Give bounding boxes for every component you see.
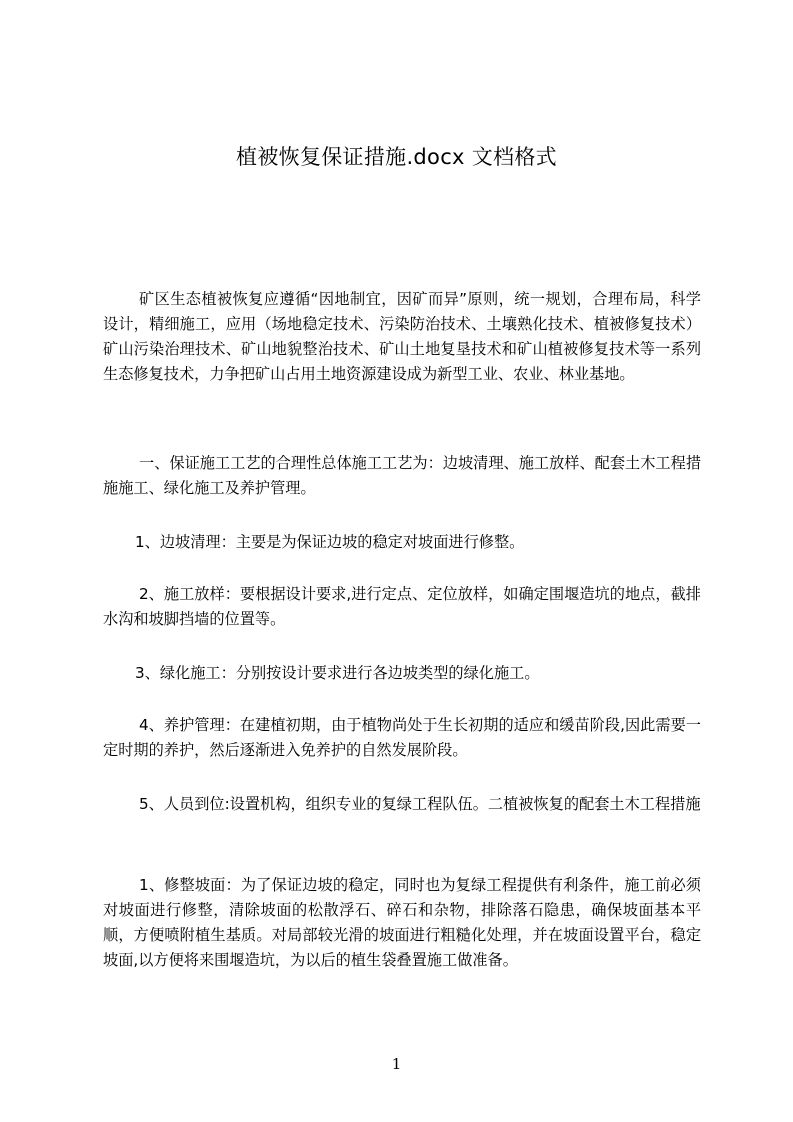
paragraph-maintenance: 4、养护管理：在建植初期，由于植物尚处于生长初期的适应和缓苗阶段,因此需要一定时期的养护，然后逐渐进入免养护的自然发展阶段。	[103, 716, 701, 759]
page-number: 1	[391, 1055, 402, 1073]
document-title: 植被恢复保证措施.docx 文档格式	[236, 145, 557, 169]
paragraph-slope-trimming: 1、修整坡面：为了保证边坡的稳定，同时也为复绿工程提供有利条件，施工前必须对坡面进行修整，清除坡面的松散浮石、碎石和杂物，排除落石隐患，确保坡面基本平顺，方便喷附植生基质。对局部较光滑的坡面进行粗糙化处理，并在坡面设置平台，稳定坡面,以方便将来围堰造坑，为以后的植生袋叠置施工做准备。	[103, 876, 701, 969]
paragraph-construction-layout: 2、施工放样：要根据设计要求,进行定点、定位放样，如确定围堰造坑的地点，截排水沟和坡脚挡墙的位置等。	[103, 585, 701, 628]
paragraph-slope-cleaning: 1、边坡清理：主要是为保证边坡的稳定对坡面进行修整。	[135, 533, 525, 551]
paragraph-intro: 矿区生态植被恢复应遵循“因地制宜，因矿而异”原则，统一规划，合理布局，科学设计，精细施工，应用（场地稳定技术、污染防治技术、土壤熟化技术、植被修复技术）矿山污染治理技术、矿山地貌整治技术、矿山土地复垦技术和矿山植被修复技术等一系列生态修复技术，力争把矿山占用土地资源建设成为新型工业、农业、林业基地。	[103, 290, 701, 383]
paragraph-personnel: 5、人员到位:设置机构，组织专业的复绿工程队伍。二植被恢复的配套土木工程措施	[139, 795, 701, 813]
paragraph-section-one-heading: 一、保证施工工艺的合理性总体施工工艺为：边坡清理、施工放样、配套土木工程措施施工、绿化施工及养护管理。	[103, 454, 701, 497]
paragraph-greening: 3、绿化施工：分别按设计要求进行各边坡类型的绿化施工。	[135, 664, 540, 682]
